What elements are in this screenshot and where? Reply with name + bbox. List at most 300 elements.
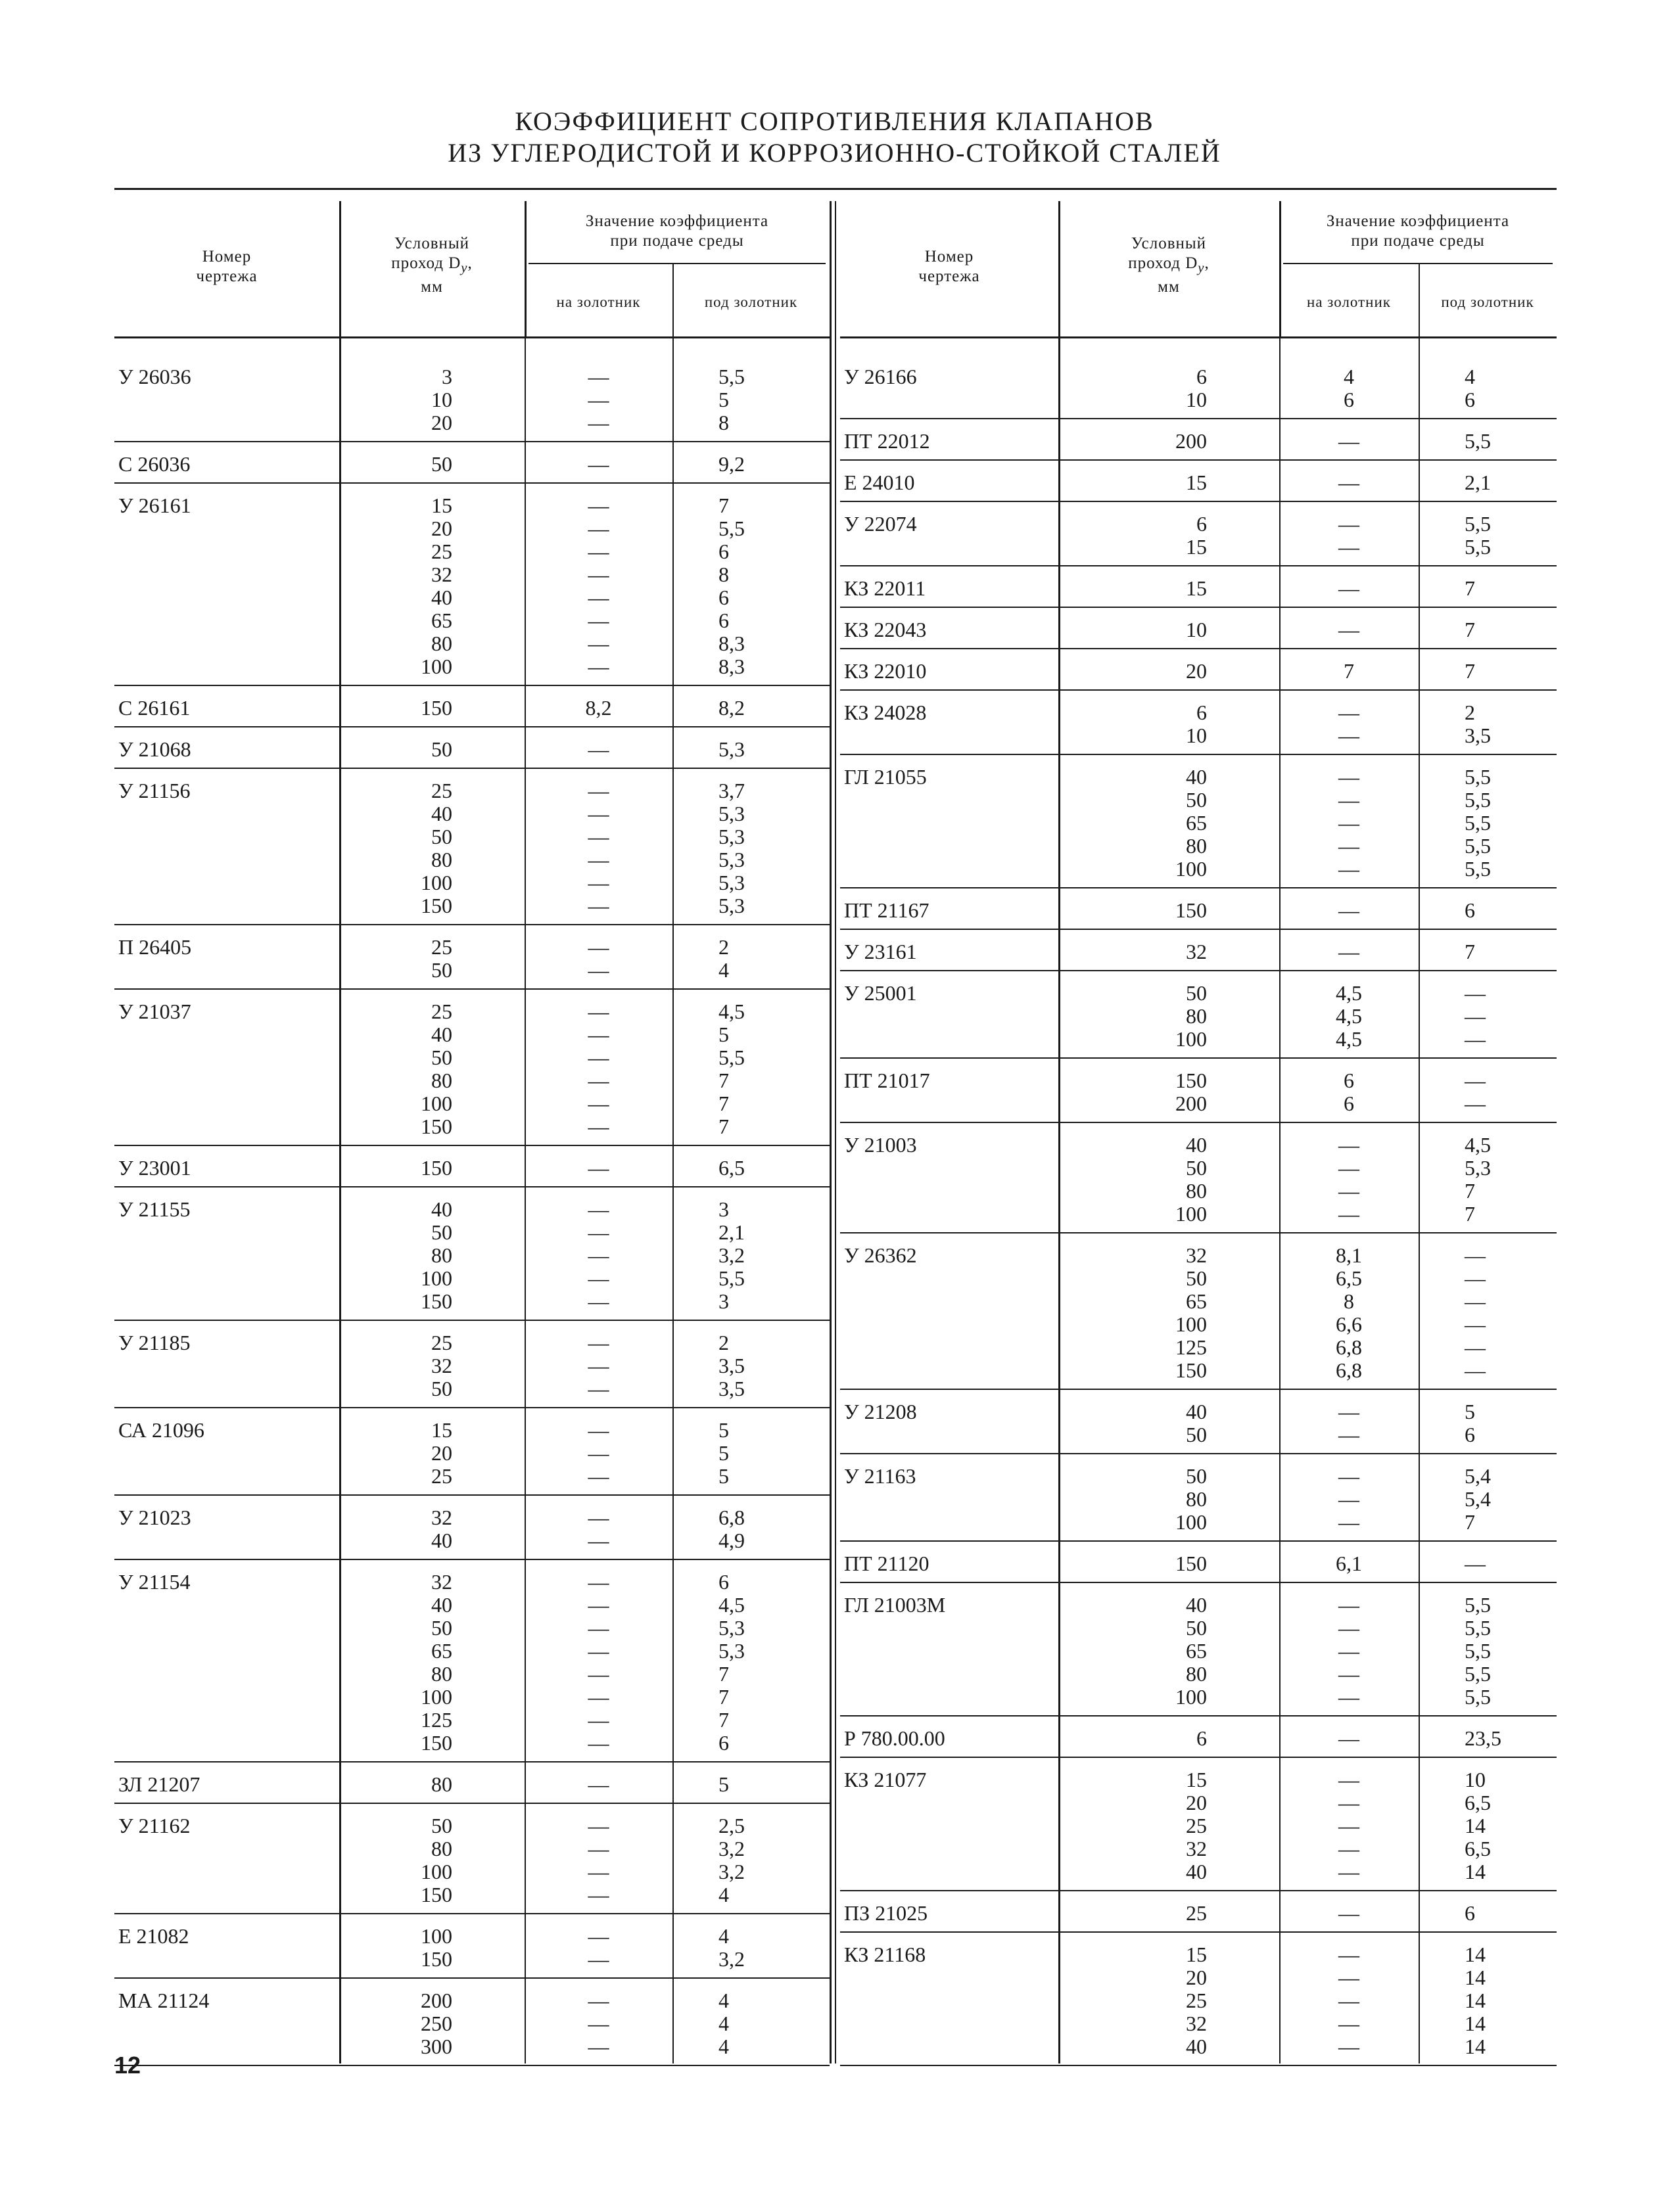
left-on-spool-value: — (588, 1197, 609, 1221)
drawing-no-word-2: чертежа (918, 267, 980, 285)
right-on-spool-value: — (1338, 1901, 1359, 1925)
right-drawing-number: ГЛ 21003М (844, 1593, 946, 1617)
right-drawing-number: ПТ 21120 (844, 1552, 929, 1575)
left-under-spool-value: 2 (718, 935, 729, 959)
left-under-spool-value: 6 (718, 609, 729, 632)
left-under-spool-value: 6,5 (718, 1156, 745, 1180)
left-header-vline-2 (525, 201, 527, 336)
left-nominal-bore-value: 32 (431, 1506, 452, 1529)
left-on-spool-value: — (588, 1331, 609, 1354)
right-on-spool-value: 6,5 (1336, 1266, 1362, 1290)
left-drawing-number: У 21156 (118, 779, 191, 802)
left-nominal-bore-value: 3 (442, 365, 452, 388)
right-under-spool-value: 2 (1465, 701, 1475, 724)
right-under-spool-value: 7 (1465, 618, 1475, 641)
right-group-separator (840, 1757, 1557, 1758)
page-title-line-1: КОЭФФИЦИЕНТ СОПРОТИВЛЕНИЯ КЛАПАНОВ (515, 106, 1154, 136)
left-drawing-number: С 26161 (118, 696, 191, 720)
left-on-spool-value: — (588, 1266, 609, 1290)
left-on-spool-value: — (588, 1377, 609, 1400)
right-on-spool-value: 7 (1344, 659, 1354, 683)
right-group-separator (840, 1540, 1557, 1542)
left-on-spool-value: — (588, 1860, 609, 1883)
left-drawing-number: МА 21124 (118, 1989, 210, 2012)
right-nominal-bore-value: 100 (1175, 1510, 1207, 1534)
right-on-spool-value: — (1338, 1464, 1359, 1488)
right-nominal-bore-value: 32 (1186, 1837, 1207, 1860)
left-on-spool-value: — (588, 2035, 609, 2058)
right-group-separator (840, 648, 1557, 649)
left-header-on-spool: на золотник (556, 294, 641, 310)
right-group-separator (840, 1890, 1557, 1891)
page-number: 12 (114, 2052, 141, 2079)
right-under-spool-value: — (1465, 1289, 1486, 1313)
left-nominal-bore-value: 100 (421, 1092, 452, 1115)
right-drawing-number: ГЛ 21055 (844, 765, 927, 789)
left-group-separator (114, 1803, 830, 1804)
left-on-spool-value: — (588, 365, 609, 388)
coef-group-l1: Значение коэффициента (1326, 212, 1510, 230)
left-nominal-bore-value: 125 (421, 1708, 452, 1732)
right-on-spool-value: — (1338, 1179, 1359, 1203)
right-nominal-bore-value: 100 (1175, 1685, 1207, 1709)
right-on-spool-value: — (1338, 2012, 1359, 2035)
right-on-spool-value: — (1338, 1133, 1359, 1157)
right-on-spool-value: — (1338, 1837, 1359, 1860)
left-on-spool-value: — (588, 540, 609, 563)
right-nominal-bore-value: 200 (1175, 1092, 1207, 1115)
left-nominal-bore-value: 40 (431, 1197, 452, 1221)
left-under-spool-value: 3 (718, 1289, 729, 1313)
left-nominal-bore-value: 40 (431, 1593, 452, 1617)
left-on-spool-value: — (588, 1289, 609, 1313)
right-under-spool-value: 14 (1465, 2035, 1486, 2058)
right-header-group-rule (1283, 263, 1553, 264)
left-under-spool-value: 5,5 (718, 1046, 745, 1069)
left-under-spool-value: 5 (718, 1023, 729, 1046)
left-header-vline-1 (339, 201, 341, 336)
left-group-separator (114, 1559, 830, 1560)
left-nominal-bore-value: 80 (431, 848, 452, 871)
left-nominal-bore-value: 65 (431, 609, 452, 632)
left-under-spool-value: 6 (718, 1731, 729, 1755)
coef-group-l1: Значение коэффициента (585, 212, 769, 230)
right-on-spool-value: — (1338, 788, 1359, 812)
right-drawing-number: У 21003 (844, 1133, 917, 1157)
left-on-spool-value: 8,2 (585, 696, 612, 720)
left-nominal-bore-value: 65 (431, 1639, 452, 1663)
right-under-spool-value: — (1465, 1092, 1486, 1115)
left-group-separator (114, 988, 830, 990)
left-drawing-number: СА 21096 (118, 1418, 204, 1442)
right-under-spool-value: — (1465, 981, 1486, 1005)
right-drawing-number: У 25001 (844, 981, 917, 1005)
right-under-spool-value: 5,3 (1465, 1156, 1491, 1180)
left-drawing-number: У 26161 (118, 494, 191, 517)
right-under-spool-value: — (1465, 1266, 1486, 1290)
right-on-spool-value: — (1338, 1966, 1359, 1989)
right-nominal-bore-value: 40 (1186, 1133, 1207, 1157)
left-drawing-number: ЗЛ 21207 (118, 1772, 200, 1796)
left-nominal-bore-value: 25 (431, 540, 452, 563)
nominal-bore-comma: , (467, 254, 473, 272)
left-nominal-bore-value: 150 (421, 1156, 452, 1180)
coef-group-l2: при подаче среды (610, 232, 744, 250)
right-header-vline-1 (1058, 201, 1060, 336)
right-header-bottom-rule (840, 336, 1557, 338)
left-under-spool-value: 4 (718, 1883, 729, 1906)
right-under-spool-value: 5,5 (1465, 1639, 1491, 1663)
left-under-spool-value: 2 (718, 1331, 729, 1354)
left-nominal-bore-value: 100 (421, 1860, 452, 1883)
left-group-separator (114, 726, 830, 727)
left-under-spool-value: 3,2 (718, 1947, 745, 1971)
right-on-spool-value: — (1338, 701, 1359, 724)
right-nominal-bore-value: 50 (1186, 788, 1207, 812)
left-on-spool-value: — (588, 1046, 609, 1069)
right-drawing-number: ПТ 21167 (844, 898, 929, 922)
right-group-separator (840, 418, 1557, 419)
right-under-spool-value: 14 (1465, 1860, 1486, 1883)
right-nominal-bore-value: 20 (1186, 1791, 1207, 1814)
left-group-separator (114, 1761, 830, 1763)
left-header-drawing-no (114, 247, 339, 287)
left-nominal-bore-value: 25 (431, 1464, 452, 1488)
right-header-drawing-no (840, 247, 1058, 287)
left-on-spool-value: — (588, 958, 609, 982)
left-under-spool-value: 7 (718, 1115, 729, 1138)
left-nominal-bore-value: 300 (421, 2035, 452, 2058)
left-under-spool-value: 5,5 (718, 365, 745, 388)
right-nominal-bore-value: 25 (1186, 1814, 1207, 1837)
right-on-spool-value: 6 (1344, 1069, 1354, 1092)
left-on-spool-value: — (588, 1023, 609, 1046)
left-under-spool-value: 4,5 (718, 1000, 745, 1023)
right-on-spool-value: 4 (1344, 365, 1354, 388)
right-on-spool-value: — (1338, 1989, 1359, 2012)
left-body-vline-3 (672, 336, 674, 2063)
left-on-spool-value: — (588, 825, 609, 848)
left-group-separator (114, 1186, 830, 1187)
left-nominal-bore-value: 50 (431, 737, 452, 761)
left-nominal-bore-value: 32 (431, 563, 452, 586)
right-nominal-bore-value: 100 (1175, 1312, 1207, 1336)
left-on-spool-value: — (588, 1156, 609, 1180)
left-group-separator (114, 1320, 830, 1321)
center-divider-b (835, 201, 836, 2063)
right-under-spool-value: 7 (1465, 1179, 1475, 1203)
right-under-spool-value: 4 (1465, 365, 1475, 388)
left-drawing-number: У 21037 (118, 1000, 191, 1023)
left-on-spool-value: — (588, 1092, 609, 1115)
left-under-spool-value: 2,5 (718, 1814, 745, 1837)
right-on-spool-value: — (1338, 1156, 1359, 1180)
nominal-bore-text: проход D (391, 254, 461, 272)
right-nominal-bore-value: 10 (1186, 618, 1207, 641)
left-on-spool-value: — (588, 609, 609, 632)
right-nominal-bore-value: 50 (1186, 1423, 1207, 1446)
right-drawing-number: ПЗ 21025 (844, 1901, 928, 1925)
right-under-spool-value: 7 (1465, 1510, 1475, 1534)
left-drawing-number: У 21154 (118, 1570, 191, 1594)
left-under-spool-value: 5,3 (718, 802, 745, 825)
left-body-vline-1 (339, 336, 341, 2063)
right-nominal-bore-value: 65 (1186, 1639, 1207, 1663)
right-group-separator (840, 754, 1557, 755)
left-under-spool-value: 4 (718, 2035, 729, 2058)
right-under-spool-value: 5,5 (1465, 1662, 1491, 1686)
nominal-bore-l1: Условный (394, 235, 470, 252)
left-under-spool-value: 3 (718, 1197, 729, 1221)
left-nominal-bore-value: 50 (431, 1616, 452, 1640)
right-on-spool-value: — (1338, 724, 1359, 747)
right-on-spool-value: — (1338, 1423, 1359, 1446)
right-drawing-number: Е 24010 (844, 471, 915, 494)
right-under-spool-value: 5,5 (1465, 788, 1491, 812)
left-header-under-spool: под золотник (704, 294, 798, 310)
left-under-spool-value: 7 (718, 1092, 729, 1115)
right-on-spool-value: 8 (1344, 1289, 1354, 1313)
right-nominal-bore-value: 32 (1186, 1243, 1207, 1267)
right-group-separator (840, 1122, 1557, 1123)
right-drawing-number: У 21208 (844, 1400, 917, 1423)
right-drawing-number: У 22074 (844, 512, 917, 536)
left-nominal-bore-value: 20 (431, 517, 452, 540)
right-on-spool-value: — (1338, 1593, 1359, 1617)
right-nominal-bore-value: 15 (1186, 1943, 1207, 1966)
left-on-spool-value: — (588, 848, 609, 871)
left-under-spool-value: 5,5 (718, 517, 745, 540)
left-group-separator (114, 1494, 830, 1496)
right-group-separator (840, 565, 1557, 566)
left-drawing-number: У 23001 (118, 1156, 191, 1180)
left-under-spool-value: 4 (718, 2012, 729, 2035)
left-group-separator (114, 1913, 830, 1914)
left-group-separator (114, 768, 830, 769)
right-group-separator (840, 1232, 1557, 1233)
left-under-spool-value: 5 (718, 1772, 729, 1796)
right-nominal-bore-value: 80 (1186, 1662, 1207, 1686)
right-under-spool-value: 5,5 (1465, 811, 1491, 835)
right-nominal-bore-value: 50 (1186, 1616, 1207, 1640)
right-body-vline-2 (1279, 336, 1281, 2063)
right-under-spool-value: 10 (1465, 1768, 1486, 1791)
right-on-spool-value: — (1338, 898, 1359, 922)
left-nominal-bore-value: 40 (431, 1023, 452, 1046)
left-under-spool-value: 8,3 (718, 632, 745, 655)
right-group-separator (840, 1582, 1557, 1583)
left-on-spool-value: — (588, 411, 609, 434)
left-on-spool-value: — (588, 935, 609, 959)
right-nominal-bore-value: 25 (1186, 1901, 1207, 1925)
right-drawing-number: Р 780.00.00 (844, 1726, 945, 1750)
left-on-spool-value: — (588, 779, 609, 802)
right-under-spool-value: 6,5 (1465, 1791, 1491, 1814)
left-group-separator (114, 1977, 830, 1979)
left-on-spool-value: — (588, 1772, 609, 1796)
left-nominal-bore-value: 150 (421, 1947, 452, 1971)
right-on-spool-value: — (1338, 1487, 1359, 1511)
left-on-spool-value: — (588, 1593, 609, 1617)
right-under-spool-value: — (1465, 1552, 1486, 1575)
left-nominal-bore-value: 150 (421, 1115, 452, 1138)
table-top-rule (114, 188, 1557, 190)
right-under-spool-value: 7 (1465, 659, 1475, 683)
right-nominal-bore-value: 15 (1186, 576, 1207, 600)
right-on-spool-value: — (1338, 471, 1359, 494)
left-on-spool-value: — (588, 802, 609, 825)
left-group-separator (114, 685, 830, 686)
right-nominal-bore-value: 100 (1175, 857, 1207, 881)
left-nominal-bore-value: 20 (431, 411, 452, 434)
left-drawing-number: С 26036 (118, 452, 191, 476)
left-nominal-bore-value: 100 (421, 1685, 452, 1709)
left-under-spool-value: 5 (718, 1441, 729, 1465)
left-under-spool-value: 4 (718, 958, 729, 982)
right-group-separator (840, 929, 1557, 930)
left-header-coef-group (525, 212, 830, 251)
left-under-spool-value: 6,8 (718, 1506, 745, 1529)
nominal-bore-text: проход D (1128, 254, 1198, 272)
right-nominal-bore-value: 150 (1175, 1552, 1207, 1575)
left-header-nominal-bore (339, 234, 525, 297)
left-drawing-number: У 21162 (118, 1814, 191, 1837)
left-under-spool-value: 8,2 (718, 696, 745, 720)
right-under-spool-value: — (1465, 1335, 1486, 1359)
right-nominal-bore-value: 50 (1186, 1156, 1207, 1180)
right-under-spool-value: 6,5 (1465, 1837, 1491, 1860)
left-on-spool-value: — (588, 1662, 609, 1686)
left-on-spool-value: — (588, 2012, 609, 2035)
right-on-spool-value: 4,5 (1336, 1004, 1362, 1028)
left-group-separator (114, 924, 830, 925)
right-drawing-number: У 26166 (844, 365, 917, 388)
right-on-spool-value: 4,5 (1336, 981, 1362, 1005)
left-drawing-number: У 21155 (118, 1197, 191, 1221)
left-on-spool-value: — (588, 586, 609, 609)
right-on-spool-value: — (1338, 940, 1359, 963)
left-under-spool-value: 5,3 (718, 871, 745, 894)
nominal-bore-subscript: у (1198, 260, 1205, 275)
left-under-spool-value: 4,9 (718, 1529, 745, 1552)
right-under-spool-value: 4,5 (1465, 1133, 1491, 1157)
nominal-bore-l2 (339, 254, 525, 277)
right-under-spool-value: 14 (1465, 1814, 1486, 1837)
right-under-spool-value: — (1465, 1004, 1486, 1028)
right-nominal-bore-value: 40 (1186, 765, 1207, 789)
left-under-spool-value: 8,3 (718, 655, 745, 678)
left-nominal-bore-value: 100 (421, 1266, 452, 1290)
left-nominal-bore-value: 150 (421, 1731, 452, 1755)
right-on-spool-value: — (1338, 1510, 1359, 1534)
right-under-spool-value: — (1465, 1027, 1486, 1051)
right-group-separator (840, 1453, 1557, 1454)
right-on-spool-value: — (1338, 1639, 1359, 1663)
right-on-spool-value: — (1338, 429, 1359, 453)
left-group-separator (114, 1145, 830, 1146)
right-body-vline-3 (1419, 336, 1420, 2063)
right-under-spool-value: 5,5 (1465, 535, 1491, 559)
center-divider-a (830, 201, 832, 2063)
right-on-spool-value: 6,1 (1336, 1552, 1362, 1575)
left-under-spool-value: 6 (718, 540, 729, 563)
right-nominal-bore-value: 20 (1186, 659, 1207, 683)
left-under-spool-value: 3,2 (718, 1837, 745, 1860)
right-on-spool-value: — (1338, 1202, 1359, 1226)
right-under-spool-value: — (1465, 1243, 1486, 1267)
right-nominal-bore-value: 150 (1175, 1069, 1207, 1092)
right-nominal-bore-value: 40 (1186, 1400, 1207, 1423)
right-nominal-bore-value: 200 (1175, 429, 1207, 453)
left-nominal-bore-value: 40 (431, 1529, 452, 1552)
left-on-spool-value: — (588, 1115, 609, 1138)
left-drawing-number: У 21023 (118, 1506, 191, 1529)
nominal-bore-unit: мм (1158, 278, 1180, 296)
left-nominal-bore-value: 80 (431, 1243, 452, 1267)
left-under-spool-value: 7 (718, 1662, 729, 1686)
right-nominal-bore-value: 80 (1186, 834, 1207, 858)
left-nominal-bore-value: 40 (431, 802, 452, 825)
left-nominal-bore-value: 25 (431, 779, 452, 802)
right-on-spool-value: 8,1 (1336, 1243, 1362, 1267)
nominal-bore-unit: мм (421, 278, 443, 296)
left-on-spool-value: — (588, 1220, 609, 1244)
left-under-spool-value: 7 (718, 1069, 729, 1092)
right-nominal-bore-value: 6 (1196, 1726, 1207, 1750)
left-nominal-bore-value: 80 (431, 1772, 452, 1796)
left-on-spool-value: — (588, 1616, 609, 1640)
right-nominal-bore-value: 80 (1186, 1004, 1207, 1028)
left-on-spool-value: — (588, 1243, 609, 1267)
right-on-spool-value: — (1338, 2035, 1359, 2058)
right-under-spool-value: 7 (1465, 576, 1475, 600)
right-nominal-bore-value: 65 (1186, 1289, 1207, 1313)
right-on-spool-value: — (1338, 1616, 1359, 1640)
left-nominal-bore-value: 50 (431, 1377, 452, 1400)
right-under-spool-value: 5,4 (1465, 1464, 1491, 1488)
left-nominal-bore-value: 50 (431, 1046, 452, 1069)
right-under-spool-value: 14 (1465, 1966, 1486, 1989)
left-on-spool-value: — (588, 494, 609, 517)
right-on-spool-value: — (1338, 618, 1359, 641)
left-drawing-number: У 21185 (118, 1331, 191, 1354)
right-nominal-bore-value: 15 (1186, 535, 1207, 559)
left-on-spool-value: — (588, 1464, 609, 1488)
right-nominal-bore-value: 32 (1186, 2012, 1207, 2035)
right-on-spool-value: 4,5 (1336, 1027, 1362, 1051)
left-nominal-bore-value: 32 (431, 1354, 452, 1377)
right-group-separator (840, 607, 1557, 608)
right-under-spool-value: — (1465, 1312, 1486, 1336)
left-drawing-number: У 21068 (118, 737, 191, 761)
right-drawing-number: КЗ 21168 (844, 1943, 926, 1966)
left-on-spool-value: — (588, 1731, 609, 1755)
right-under-spool-value: 5,5 (1465, 1616, 1491, 1640)
right-under-spool-value: 23,5 (1465, 1726, 1501, 1750)
right-drawing-number: ПТ 21017 (844, 1069, 930, 1092)
right-drawing-number: КЗ 24028 (844, 701, 927, 724)
right-header-vline-3 (1419, 263, 1420, 336)
right-under-spool-value: 5,5 (1465, 857, 1491, 881)
left-on-spool-value: — (588, 1708, 609, 1732)
left-under-spool-value: 7 (718, 494, 729, 517)
right-nominal-bore-value: 6 (1196, 701, 1207, 724)
right-group-separator (840, 2065, 1557, 2066)
right-nominal-bore-value: 50 (1186, 981, 1207, 1005)
left-on-spool-value: — (588, 632, 609, 655)
left-on-spool-value: — (588, 1418, 609, 1442)
right-nominal-bore-value: 20 (1186, 1966, 1207, 1989)
